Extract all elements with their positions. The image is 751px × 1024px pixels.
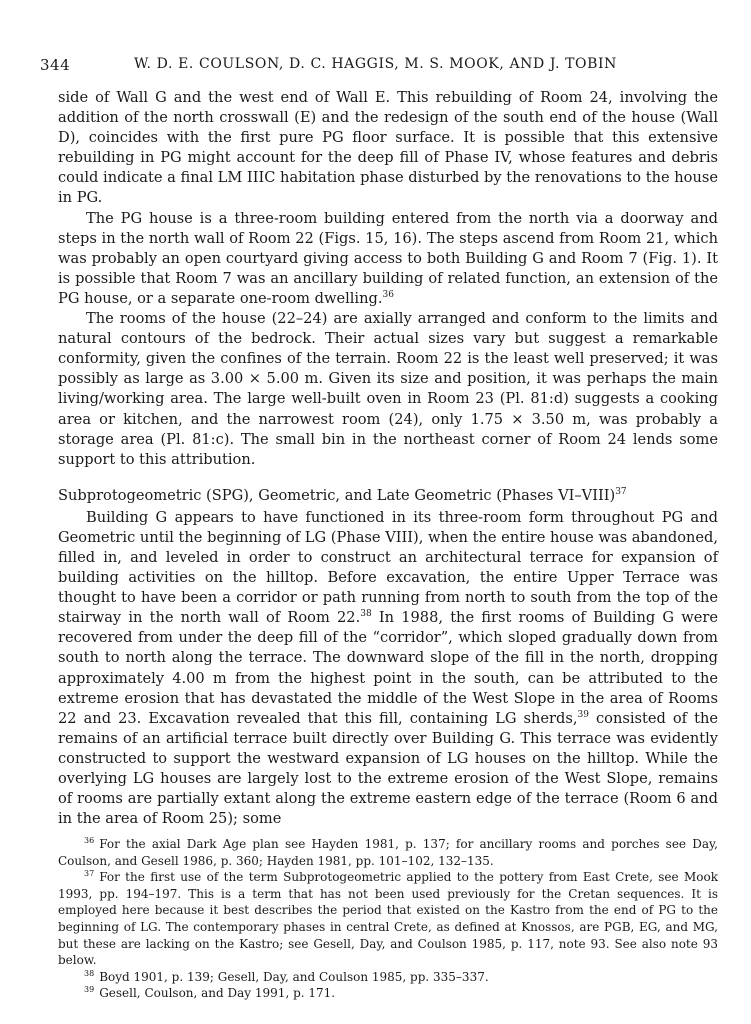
section-heading-text: Subprotogeometric (SPG), Geometric, and Late Geometric (Phases VI–VIII) — [58, 486, 616, 504]
footnote-text: Gesell, Coulson, and Day 1991, p. 171. — [99, 986, 336, 1001]
paragraph-text: The PG house is a three-room building entered from the north via a doorway and steps in the north wall of Room 22 (Figs. 15, 16). The steps ascend from Room 21, which was probably an open courtyard giving access to both Building G and Room 7 (Fig. 1). It is possible that Room 7 was an ancillary building of related function, an extension of the PG house, or a separate one-room dwelling. — [58, 209, 718, 307]
page-number: 344 — [40, 56, 71, 74]
footnote-ref[interactable]: 37 — [615, 486, 627, 497]
footnotes — [58, 836, 718, 1002]
paragraph-text: In 1988, the first rooms of Building G were recovered from under the deep fill of the “corridor”, which sloped gradually down from south to north along the terrace. The downward slope of the fill in the north, dropping approximately 4.00 m from the highest point in the south, can be attributed to the extreme erosion that has devastated the middle of the West Slope in the area of Rooms 22 and 23. Excavation revealed that this fill, containing LG sherds, — [58, 609, 718, 727]
footnote-ref[interactable]: 36 — [382, 290, 394, 301]
footnote-number: 39 — [84, 985, 95, 995]
footnote-ref[interactable]: 38 — [360, 609, 372, 620]
footnote-number: 37 — [84, 869, 95, 879]
footnote — [58, 869, 718, 969]
page-header — [40, 56, 711, 80]
paragraph-text: consisted of the remains of an artificial terrace built directly over Building G. This terrace was evidently constructed to support the westward expansion of LG houses on the hilltop. While the overlying LG houses are largely lost to the extreme erosion of the West Slope, remains of rooms are partially extant along the extreme eastern edge of the terrace (Room 6 and in the area of Room 25); some — [58, 709, 719, 828]
paragraph-text: Building G appears to have functioned in its three-room form throughout PG and Geometric until the beginning of LG (Phase VIII), when the entire house was abandoned, filled in, and leveled in order to construct an architectural terrace for expansion of building activities on the hilltop. Before excavation, the entire Upper Terrace was thought to have been a corridor or path running from north to south from the top of the stairway in the north wall of Room 22. — [58, 508, 718, 627]
footnote-text: For the axial Dark Age plan see Hayden 1981, p. 137; for ancillary rooms and porches see Day, Coulson, and Gesell 1986, p. 360; Hayden 1981, pp. 101–102, 132–135. — [58, 837, 718, 868]
footnote-text: Boyd 1901, p. 139; Gesell, Day, and Coulson 1985, pp. 335–337. — [99, 969, 489, 984]
footnote — [58, 836, 718, 869]
paragraph — [58, 508, 718, 830]
paragraph-text: side of Wall G and the west end of Wall E. This rebuilding of Room 24, involving the addition of the north crosswall (E) and the redesign of the south end of the house (Wall D), coincides with the first pure PG floor surface. It is possible that this extensive rebuilding in PG might account for the deep fill of Phase IV, whose features and debris could indicate a final LM IIIC habitation phase disturbed by the renovations to the house in PG. — [58, 89, 718, 207]
footnote-ref[interactable]: 39 — [577, 709, 589, 720]
footnote — [58, 969, 718, 986]
paragraph — [58, 88, 718, 209]
section-heading — [58, 486, 718, 506]
footnote-number: 36 — [84, 836, 95, 845]
paragraph — [58, 309, 718, 470]
body-text — [58, 88, 718, 829]
footnote — [58, 985, 718, 1002]
footnote-text: For the first use of the term Subprotogeometric applied to the pottery from East Crete, see Mook 1993, pp. 194–197. This is a term that has not been used previously for the Cretan sequences. It is employed here because it best describes the period that existed on the Kastro from the end of PG to the beginning of LG. The contemporary phases in central Crete, as defined at Knossos, are PGB, EG, and MG, but these are lacking on the Kastro; see Gesell, Day, and Coulson 1985, p. 117, note 93. See also note 93 below. — [58, 870, 718, 968]
paragraph-text: The rooms of the house (22–24) are axially arranged and conform to the limits and natural contours of the bedrock. Their actual sizes vary but suggest a remarkable conformity, given the confines of the terrain. Room 22 is the least well preserved; it was possibly as large as 3.00 × 5.00 m. Given its size and position, it was perhaps the main living/working area. The large well-built oven in Room 23 (Pl. 81:d) suggests a cooking area or kitchen, and the narrowest room (24), only 1.75 × 3.50 m, was probably a storage area (Pl. 81:c). The small bin in the northeast corner of Room 24 lends some support to this attribution. — [58, 310, 718, 468]
footnote-number: 38 — [84, 968, 95, 978]
paragraph — [58, 209, 718, 309]
running-head: W. D. E. COULSON, D. C. HAGGIS, M. S. MOOK, AND J. TOBIN — [134, 56, 617, 72]
